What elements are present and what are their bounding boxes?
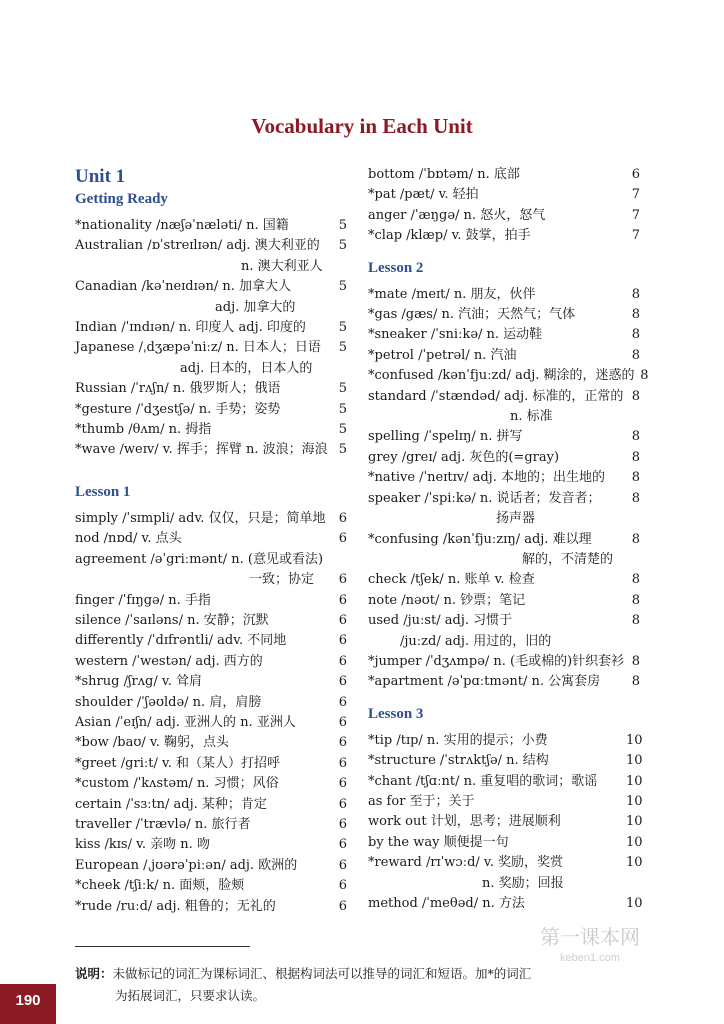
vocab-entry	[368, 366, 649, 386]
vocab-entry	[75, 318, 347, 338]
vocab-page: 8	[631, 572, 640, 588]
vocab-text: Australian /ɒˈstreɪlɪən/ adj. 澳大利亚的	[75, 238, 320, 254]
vocab-page: 5	[338, 442, 347, 458]
footnote-line-1: 未做标记的词汇为课标词汇、根据构词法可以推导的词汇和短语。加*的词汇	[112, 966, 532, 981]
vocab-entry	[368, 652, 640, 672]
vocab-text: grey /greɪ/ adj. 灰色的(=gray)	[368, 449, 560, 465]
vocab-text: standard /ˈstændəd/ adj. 标准的，正常的	[368, 388, 624, 404]
vocab-text: bottom /ˈbɒtəm/ n. 底部	[368, 167, 520, 182]
vocab-page: 10	[626, 834, 643, 850]
vocab-entry	[368, 611, 640, 631]
vocab-text: *jumper /ˈdʒʌmpə/ n. (毛或棉的)针织套衫	[368, 653, 625, 669]
vocab-entry	[75, 815, 347, 835]
watermark: 第一课本网	[540, 927, 640, 949]
footnote-divider	[75, 946, 250, 947]
vocab-entry	[368, 226, 640, 246]
vocab-text: *cheek /tʃiːk/ n. 面颊，脸颊	[75, 878, 245, 894]
vocab-page: 7	[631, 228, 640, 244]
vocab-page: 10	[626, 793, 643, 809]
vocab-entry	[368, 489, 640, 509]
vocab-page: 7	[631, 207, 640, 223]
vocab-entry	[75, 236, 347, 256]
vocab-entry	[368, 206, 640, 226]
vocab-text: Russian /ˈrʌʃn/ n. 俄罗斯人；俄语	[75, 381, 281, 397]
vocab-page: 6	[338, 796, 347, 812]
vocab-entry	[75, 876, 347, 896]
getting-ready-list	[75, 216, 347, 461]
vocab-text: Japanese /ˌdʒæpəˈniːz/ n. 日本人；日语	[75, 340, 321, 356]
page-title: Vocabulary in Each Unit	[251, 114, 473, 138]
vocab-page: 6	[338, 755, 347, 771]
vocab-text: note /nəʊt/ n. 钞票；笔记	[368, 592, 526, 608]
vocab-text: *gesture /ˈdʒestʃə/ n. 手势；姿势	[75, 401, 281, 417]
vocab-continuation-text: 解的，不清楚的	[522, 551, 614, 567]
vocab-page: 5	[338, 401, 347, 417]
section-heading-lesson-3: Lesson 3	[368, 705, 424, 722]
vocab-text: finger /ˈfɪŋgə/ n. 手指	[75, 592, 211, 608]
vocab-page: 8	[631, 327, 640, 343]
vocab-entry	[75, 672, 347, 692]
lesson-2-list	[368, 285, 649, 693]
vocab-entry	[368, 427, 640, 447]
vocab-text: as for 至于；关于	[368, 793, 475, 809]
vocab-continuation	[75, 359, 347, 379]
vocab-continuation-text: n. 澳大利亚人	[241, 258, 323, 274]
vocab-text: certain /ˈsɜːtn/ adj. 某种；肯定	[75, 796, 267, 812]
vocab-text: speaker /ˈspiːkə/ n. 说话者；发音者；	[368, 490, 601, 506]
vocab-entry	[368, 792, 643, 812]
vocab-continuation	[368, 550, 640, 570]
vocab-page: 10	[626, 732, 643, 748]
vocab-page: 6	[338, 572, 347, 588]
vocab-page: 8	[631, 470, 640, 486]
vocab-page: 8	[631, 592, 640, 608]
vocab-page: 8	[640, 368, 649, 384]
vocab-text: *chant /tʃɑːnt/ n. 重复唱的歌词；歌谣	[368, 773, 598, 789]
vocab-text: *petrol /ˈpetrəl/ n. 汽油	[368, 347, 517, 363]
vocab-entry	[368, 894, 643, 914]
vocab-entry	[75, 216, 347, 236]
vocab-entry	[75, 631, 347, 651]
vocab-entry	[75, 420, 347, 440]
vocab-text: *mate /meɪt/ n. 朋友，伙伴	[368, 286, 536, 302]
vocab-page: 5	[338, 381, 347, 397]
vocab-continuation-text: /juːzd/ adj. 用过的，旧的	[400, 633, 552, 649]
footnote	[75, 963, 685, 1007]
vocab-continuation	[75, 257, 347, 277]
vocab-page: 6	[338, 878, 347, 894]
vocab-entry	[368, 305, 640, 325]
right-column	[368, 165, 649, 914]
vocab-entry	[368, 285, 640, 305]
vocab-page: 6	[338, 837, 347, 853]
vocab-page: 10	[626, 814, 643, 830]
vocab-page: 8	[631, 347, 640, 363]
vocab-text: Asian /ˈeɪʃn/ adj. 亚洲人的 n. 亚洲人	[75, 714, 296, 730]
vocab-entry	[368, 570, 640, 590]
vocab-entry	[75, 529, 347, 549]
vocab-page: 6	[338, 735, 347, 751]
vocab-page: 6	[338, 674, 347, 690]
vocab-entry	[368, 468, 640, 488]
vocab-continuation	[368, 874, 640, 894]
vocab-text: Indian /ˈɪndɪən/ n. 印度人 adj. 印度的	[75, 320, 306, 336]
vocab-entry	[75, 400, 347, 420]
vocab-page: 8	[631, 674, 640, 690]
vocab-page: 6	[338, 857, 347, 873]
vocab-page: 6	[338, 653, 347, 669]
vocab-entry	[75, 550, 347, 570]
vocab-page: 5	[338, 320, 347, 336]
vocab-continuation-text: n. 标准	[510, 409, 553, 425]
vocab-text: *clap /klæp/ v. 鼓掌，拍手	[368, 228, 531, 244]
vocab-continuation	[368, 509, 640, 529]
vocab-entry	[75, 774, 347, 794]
vocab-text: *reward /rɪˈwɔːd/ v. 奖励，奖赏	[368, 855, 563, 871]
vocab-page: 10	[626, 773, 643, 789]
page-number: 190	[0, 984, 56, 1024]
vocab-entry	[75, 856, 347, 876]
vocab-text: *rude /ruːd/ adj. 粗鲁的；无礼的	[75, 898, 276, 914]
vocab-entry	[75, 611, 347, 631]
lesson-1-continued-list	[368, 165, 640, 247]
vocab-page: 8	[631, 653, 640, 669]
vocab-text: work out 计划，思考；进展顺利	[368, 814, 561, 830]
footnote-line-2: 为拓展词汇，只要求认读。	[115, 988, 266, 1003]
left-column	[75, 166, 347, 917]
vocab-text: *bow /baʊ/ v. 鞠躬，点头	[75, 735, 230, 751]
vocab-text: *structure /ˈstrʌktʃə/ n. 结构	[368, 753, 549, 769]
vocab-page: 6	[338, 694, 347, 710]
vocab-continuation-text: 扬声器	[496, 511, 536, 527]
section-heading-lesson-1: Lesson 1	[75, 483, 131, 500]
vocab-page: 6	[338, 776, 347, 792]
vocab-text: *tip /tɪp/ n. 实用的提示；小费	[368, 732, 548, 748]
vocab-text: *thumb /θʌm/ n. 拇指	[75, 422, 212, 438]
vocab-page: 6	[338, 612, 347, 628]
vocab-text: used /juːst/ adj. 习惯于	[368, 613, 513, 629]
vocab-page: 5	[338, 218, 347, 233]
vocab-entry	[368, 346, 640, 366]
vocab-entry	[368, 530, 640, 550]
vocab-page: 6	[338, 898, 347, 914]
section-heading-getting-ready: Getting Ready	[75, 191, 168, 207]
vocab-page: 6	[338, 633, 347, 649]
vocab-text: silence /ˈsaɪləns/ n. 安静；沉默	[75, 612, 269, 628]
vocab-continuation-text: adj. 加拿大的	[215, 299, 296, 315]
vocab-text: *sneaker /ˈsniːkə/ n. 运动鞋	[368, 327, 543, 343]
vocab-continuation	[368, 407, 640, 427]
vocab-entry	[75, 379, 347, 399]
vocab-page: 8	[631, 286, 640, 302]
vocab-text: *confusing /kənˈfjuːzɪŋ/ adj. 难以理	[368, 531, 592, 547]
vocab-page: 5	[338, 422, 347, 438]
vocab-text: Canadian /kəˈneɪdɪən/ n. 加拿大人	[75, 279, 291, 295]
vocab-entry	[368, 672, 640, 692]
vocab-page: 6	[338, 816, 347, 832]
vocab-text: anger /ˈæŋgə/ n. 怒火，怒气	[368, 207, 546, 223]
lesson-1-list	[75, 509, 347, 917]
vocab-text: *native /ˈneɪtɪv/ adj. 本地的；出生地的	[368, 470, 605, 486]
vocab-continuation	[75, 298, 347, 318]
vocab-text: *apartment /əˈpɑːtmənt/ n. 公寓套房	[368, 674, 601, 690]
vocab-page: 7	[631, 187, 640, 203]
vocab-entry	[75, 277, 347, 297]
vocab-entry	[368, 325, 640, 345]
vocab-entry	[368, 772, 643, 792]
watermark-url: keben1.com	[560, 952, 620, 964]
vocab-continuation	[368, 632, 640, 652]
vocab-entry	[368, 853, 643, 873]
vocab-continuation-text: 一致；协定	[249, 572, 315, 588]
vocab-page: 8	[631, 449, 640, 465]
vocab-text: check /tʃek/ n. 账单 v. 检查	[368, 572, 535, 588]
vocab-text: *wave /weɪv/ v. 挥手；挥臂 n. 波浪；海浪	[75, 442, 328, 458]
vocab-entry	[368, 448, 640, 468]
vocab-entry	[75, 591, 347, 611]
vocab-text: simply /ˈsɪmpli/ adv. 仅仅，只是；简单地	[75, 510, 326, 526]
vocab-page: 8	[631, 490, 640, 506]
vocab-entry	[368, 591, 640, 611]
vocab-entry	[75, 897, 347, 917]
vocab-page: 8	[631, 429, 640, 445]
vocab-entry	[368, 751, 643, 771]
vocab-continuation-text: adj. 日本的，日本人的	[180, 360, 313, 376]
footnote-label: 说明：	[75, 966, 113, 981]
vocab-entry	[75, 713, 347, 733]
vocab-page: 8	[631, 531, 640, 547]
vocab-text: European /ˌjʊərəˈpiːən/ adj. 欧洲的	[75, 857, 298, 873]
vocab-entry	[368, 833, 643, 853]
vocab-entry	[368, 165, 640, 185]
vocab-entry	[368, 812, 643, 832]
vocab-page: 6	[338, 531, 347, 547]
vocab-entry	[368, 185, 640, 205]
vocab-text: *shrug /ʃrʌg/ v. 耸肩	[75, 674, 202, 690]
vocab-page: 6	[338, 510, 347, 526]
vocab-text: method /ˈmeθəd/ n. 方法	[368, 896, 525, 911]
vocab-text: *confused /kənˈfjuːzd/ adj. 糊涂的，迷惑的	[368, 368, 635, 384]
vocab-page: 6	[631, 167, 640, 182]
vocab-entry	[75, 754, 347, 774]
vocab-text: *nationality /næʃəˈnæləti/ n. 国籍	[75, 218, 289, 233]
vocab-page: 8	[631, 613, 640, 629]
vocab-continuation	[75, 570, 347, 590]
vocab-page: 6	[338, 714, 347, 730]
vocab-entry	[75, 440, 347, 460]
vocab-entry	[75, 509, 347, 529]
lesson-3-list	[368, 731, 643, 915]
vocab-entry	[75, 733, 347, 753]
vocab-text: *pat /pæt/ v. 轻拍	[368, 187, 479, 203]
vocab-page: 5	[338, 279, 347, 295]
vocab-page: 8	[631, 307, 640, 323]
vocab-continuation-text: n. 奖励；回报	[482, 875, 564, 891]
vocab-text: nod /nɒd/ v. 点头	[75, 531, 182, 547]
vocab-page: 10	[626, 753, 643, 769]
vocab-text: agreement /əˈgriːmənt/ n. (意见或看法)	[75, 551, 324, 567]
unit-heading: Unit 1	[75, 166, 126, 187]
vocab-entry	[75, 652, 347, 672]
vocab-page: 8	[631, 388, 640, 404]
vocab-entry	[75, 338, 347, 358]
vocab-text: spelling /ˈspelɪŋ/ n. 拼写	[368, 429, 523, 445]
vocab-text: *gas /gæs/ n. 汽油；天然气；气体	[368, 307, 576, 323]
vocab-entry	[75, 795, 347, 815]
vocab-text: traveller /ˈtrævlə/ n. 旅行者	[75, 816, 251, 832]
vocab-entry	[368, 731, 643, 751]
vocab-page: 5	[338, 238, 347, 254]
vocab-text: differently /ˈdɪfrəntli/ adv. 不同地	[75, 633, 287, 649]
vocab-text: western /ˈwestən/ adj. 西方的	[75, 653, 263, 669]
vocab-page: 5	[338, 340, 347, 356]
vocab-page: 10	[626, 855, 643, 871]
vocab-text: by the way 顺便提一句	[368, 834, 509, 850]
vocab-entry	[368, 387, 640, 407]
vocab-entry	[75, 693, 347, 713]
vocab-text: shoulder /ˈʃəʊldə/ n. 肩，肩膀	[75, 694, 262, 710]
vocab-text: *greet /griːt/ v. 和（某人）打招呼	[75, 755, 281, 771]
section-heading-lesson-2: Lesson 2	[368, 259, 424, 276]
vocab-page: 10	[626, 896, 643, 911]
vocab-text: kiss /kɪs/ v. 亲吻 n. 吻	[75, 837, 210, 853]
vocab-page: 6	[338, 592, 347, 608]
vocab-text: *custom /ˈkʌstəm/ n. 习惯；风俗	[75, 776, 279, 792]
vocab-entry	[75, 835, 347, 855]
